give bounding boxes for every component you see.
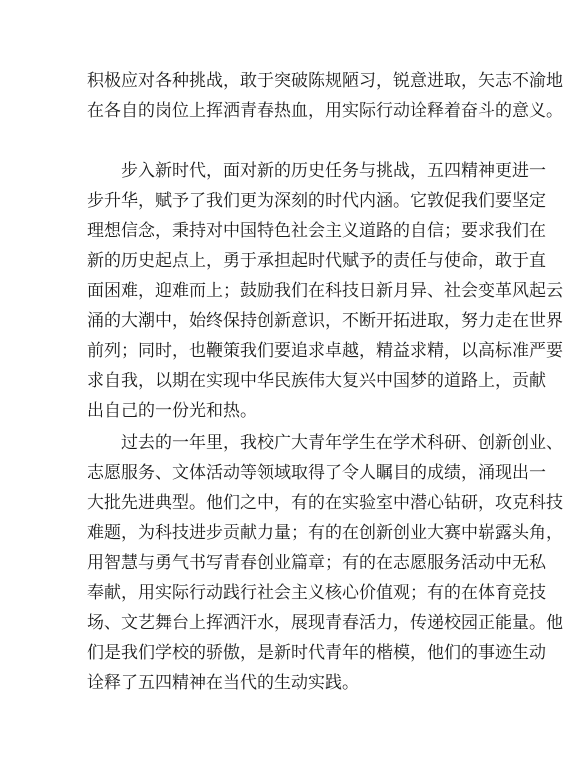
- text-line: 场、文艺舞台上挥洒汗水，展现青春活力，传递校园正能量。他: [87, 613, 563, 633]
- text-line: 大批先进典型。他们之中，有的在实验室中潜心钻研，攻克科技: [87, 493, 563, 513]
- text-line: 涌的大潮中，始终保持创新意识，不断开拓进取，努力走在世界: [87, 311, 563, 331]
- text-line: 新的历史起点上，勇于承担起时代赋予的责任与使命，敢于直: [87, 251, 546, 271]
- text-line: 面困难，迎难而上；鼓励我们在科技日新月异、社会变革风起云: [87, 281, 563, 301]
- text-line: 诠释了五四精神在当代的生动实践。: [87, 673, 359, 693]
- text-line: 前列；同时，也鞭策我们要追求卓越，精益求精，以高标准严要: [87, 341, 563, 361]
- text-line: 在各自的岗位上挥洒青春热血，用实际行动诠释着奋斗的意义。: [87, 101, 563, 121]
- paragraph-2: [87, 156, 563, 426]
- text-line: 理想信念，秉持对中国特色社会主义道路的自信；要求我们在: [87, 221, 546, 241]
- text-line: 求自我，以期在实现中华民族伟大复兴中国梦的道路上，贡献: [87, 371, 546, 391]
- text-line: 步入新时代，面对新的历史任务与挑战，五四精神更进一: [121, 161, 546, 181]
- paragraph-3: [87, 428, 563, 698]
- text-line: 志愿服务、文体活动等领域取得了令人瞩目的成绩，涌现出一: [87, 463, 546, 483]
- text-line: 奉献，用实际行动践行社会主义核心价值观；有的在体育竞技: [87, 583, 546, 603]
- paragraph-1: [87, 66, 563, 126]
- text-line: 难题，为科技进步贡献力量；有的在创新创业大赛中崭露头角，: [87, 523, 563, 543]
- text-line: 步升华，赋予了我们更为深刻的时代内涵。它敦促我们要坚定: [87, 191, 546, 211]
- text-line: 积极应对各种挑战，敢于突破陈规陋习，锐意进取，矢志不渝地: [87, 71, 563, 91]
- text-line: 过去的一年里，我校广大青年学生在学术科研、创新创业、: [121, 433, 563, 453]
- text-line: 们是我们学校的骄傲，是新时代青年的楷模，他们的事迹生动: [87, 643, 546, 663]
- text-line: 出自己的一份光和热。: [87, 401, 257, 421]
- text-line: 用智慧与勇气书写青春创业篇章；有的在志愿服务活动中无私: [87, 553, 546, 573]
